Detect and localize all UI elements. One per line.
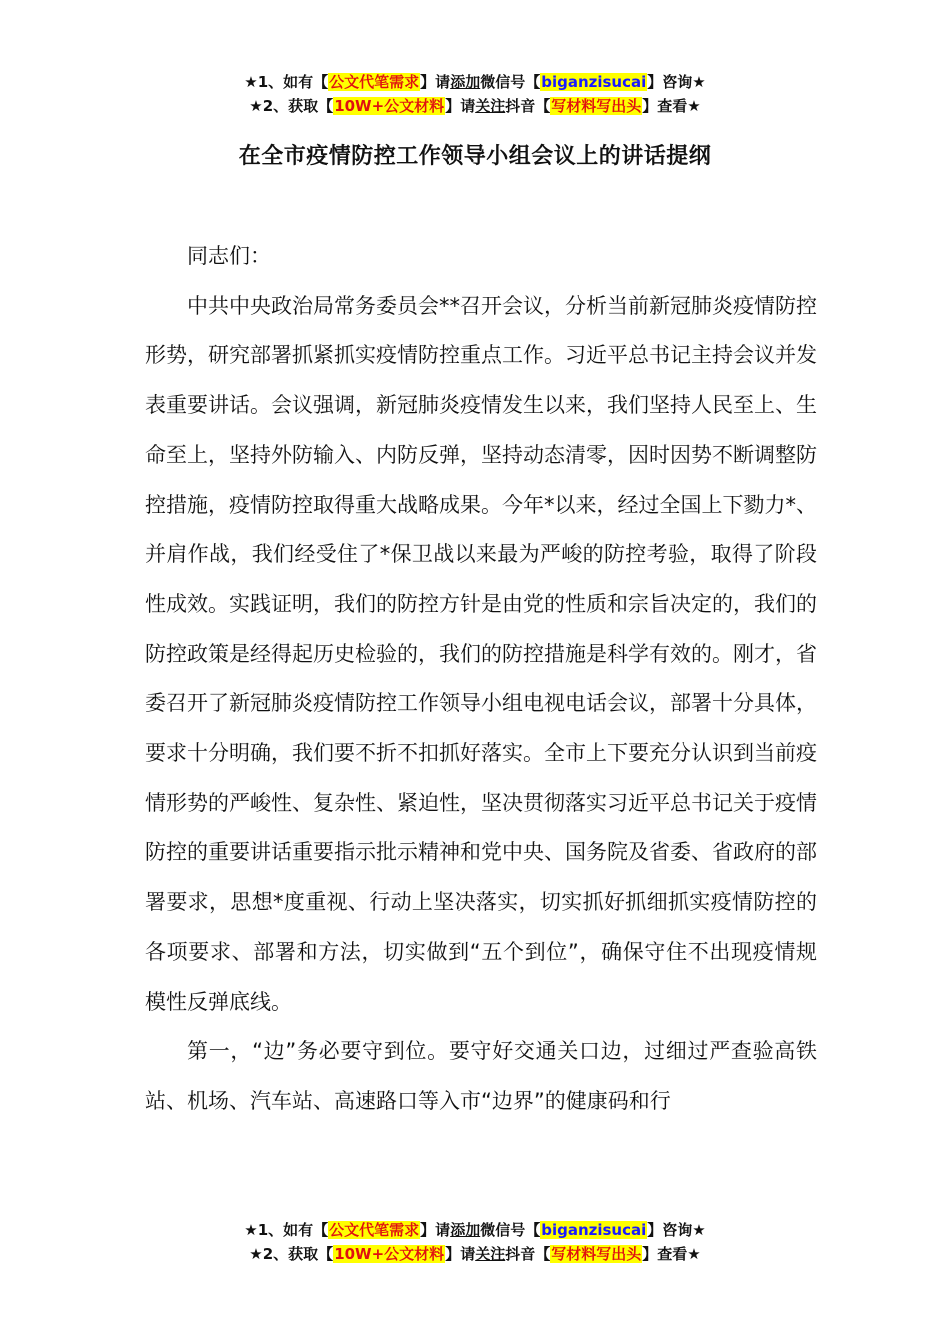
document-body [145, 232, 817, 1127]
promo-text: ★1、如有【 [244, 73, 329, 91]
promo-text: ★1、如有【 [244, 1221, 329, 1239]
promo-highlight: 公文代笔需求 [329, 73, 420, 91]
salutation: 同志们： [187, 244, 271, 268]
promo-text: 】查看★ [642, 1245, 701, 1263]
promo-text: 】请 [420, 73, 451, 91]
promo-wechat-id: biganzisucai [541, 73, 647, 91]
promo-text: ★2、获取【 [249, 97, 334, 115]
promo-underlined: 关注 [475, 1245, 506, 1263]
promo-douyin-id: 写材料写出头 [551, 1245, 642, 1263]
document-title: 在全市疫情防控工作领导小组会议上的讲话提纲 [238, 144, 712, 169]
paragraph-2: 第一，“边”务必要守到位。要守好交通关口边，过细过严查验高铁站、机场、汽车站、高速路口等入市“边界”的健康码和行 [145, 1039, 817, 1113]
promo-highlight: 10W+公文材料 [334, 1245, 445, 1263]
promo-highlight: 公文代笔需求 [329, 1221, 420, 1239]
promo-text: 微信号【 [480, 73, 541, 91]
promo-underlined: 添加 [450, 1221, 481, 1239]
promo-line-1 [0, 70, 950, 94]
footer-promo-banner [0, 1218, 950, 1266]
promo-text: 】咨询★ [647, 1221, 706, 1239]
header-promo-banner [0, 70, 950, 118]
promo-underlined: 关注 [475, 97, 506, 115]
promo-text: 微信号【 [480, 1221, 541, 1239]
promo-wechat-id: biganzisucai [541, 1221, 647, 1239]
promo-text: 】查看★ [642, 97, 701, 115]
promo-text: 】请 [445, 1245, 476, 1263]
promo-line-1 [0, 1218, 950, 1242]
promo-line-2 [0, 1242, 950, 1266]
promo-text: 】请 [445, 97, 476, 115]
paragraph-1: 中共中央政治局常务委员会**召开会议，分析当前新冠肺炎疫情防控形势，研究部署抓紧抓实疫情防控重点工作。习近平总书记主持会议并发表重要讲话。会议强调，新冠肺炎疫情发生以来，我们坚持人民至上、生命至上，坚持外防输入、内防反弹，坚持动态清零，因时因势不断调整防控措施，疫情防控取得重大战略成果。今年*以来，经过全国上下勠力*、并肩作战，我们经受住了*保卫战以来最为严峻的防控考验，取得了阶段性成效。实践证明，我们的防控方针是由党的性质和宗旨决定的，我们的防控政策是经得起历史检验的，我们的防控措施是科学有效的。刚才，省委召开了新冠肺炎疫情防控工作领导小组电视电话会议，部署十分具体，要求十分明确，我们要不折不扣抓好落实。全市上下要充分认识到当前疫情形势的严峻性、复杂性、紧迫性，坚决贯彻落实习近平总书记关于疫情防控的重要讲话重要指示批示精神和党中央、国务院及省委、省政府的部署要求，思想*度重视、行动上坚决落实，切实抓好抓细抓实疫情防控的各项要求、部署和方法，切实做到“五个到位”，确保守住不出现疫情规模性反弹底线。 [145, 293, 817, 1014]
promo-underlined: 添加 [450, 73, 481, 91]
promo-highlight: 10W+公文材料 [334, 97, 445, 115]
promo-text: 抖音【 [505, 1245, 551, 1263]
promo-text: ★2、获取【 [249, 1245, 334, 1263]
promo-douyin-id: 写材料写出头 [551, 97, 642, 115]
promo-line-2 [0, 94, 950, 118]
promo-text: 】咨询★ [647, 73, 706, 91]
promo-text: 抖音【 [505, 97, 551, 115]
promo-text: 】请 [420, 1221, 451, 1239]
